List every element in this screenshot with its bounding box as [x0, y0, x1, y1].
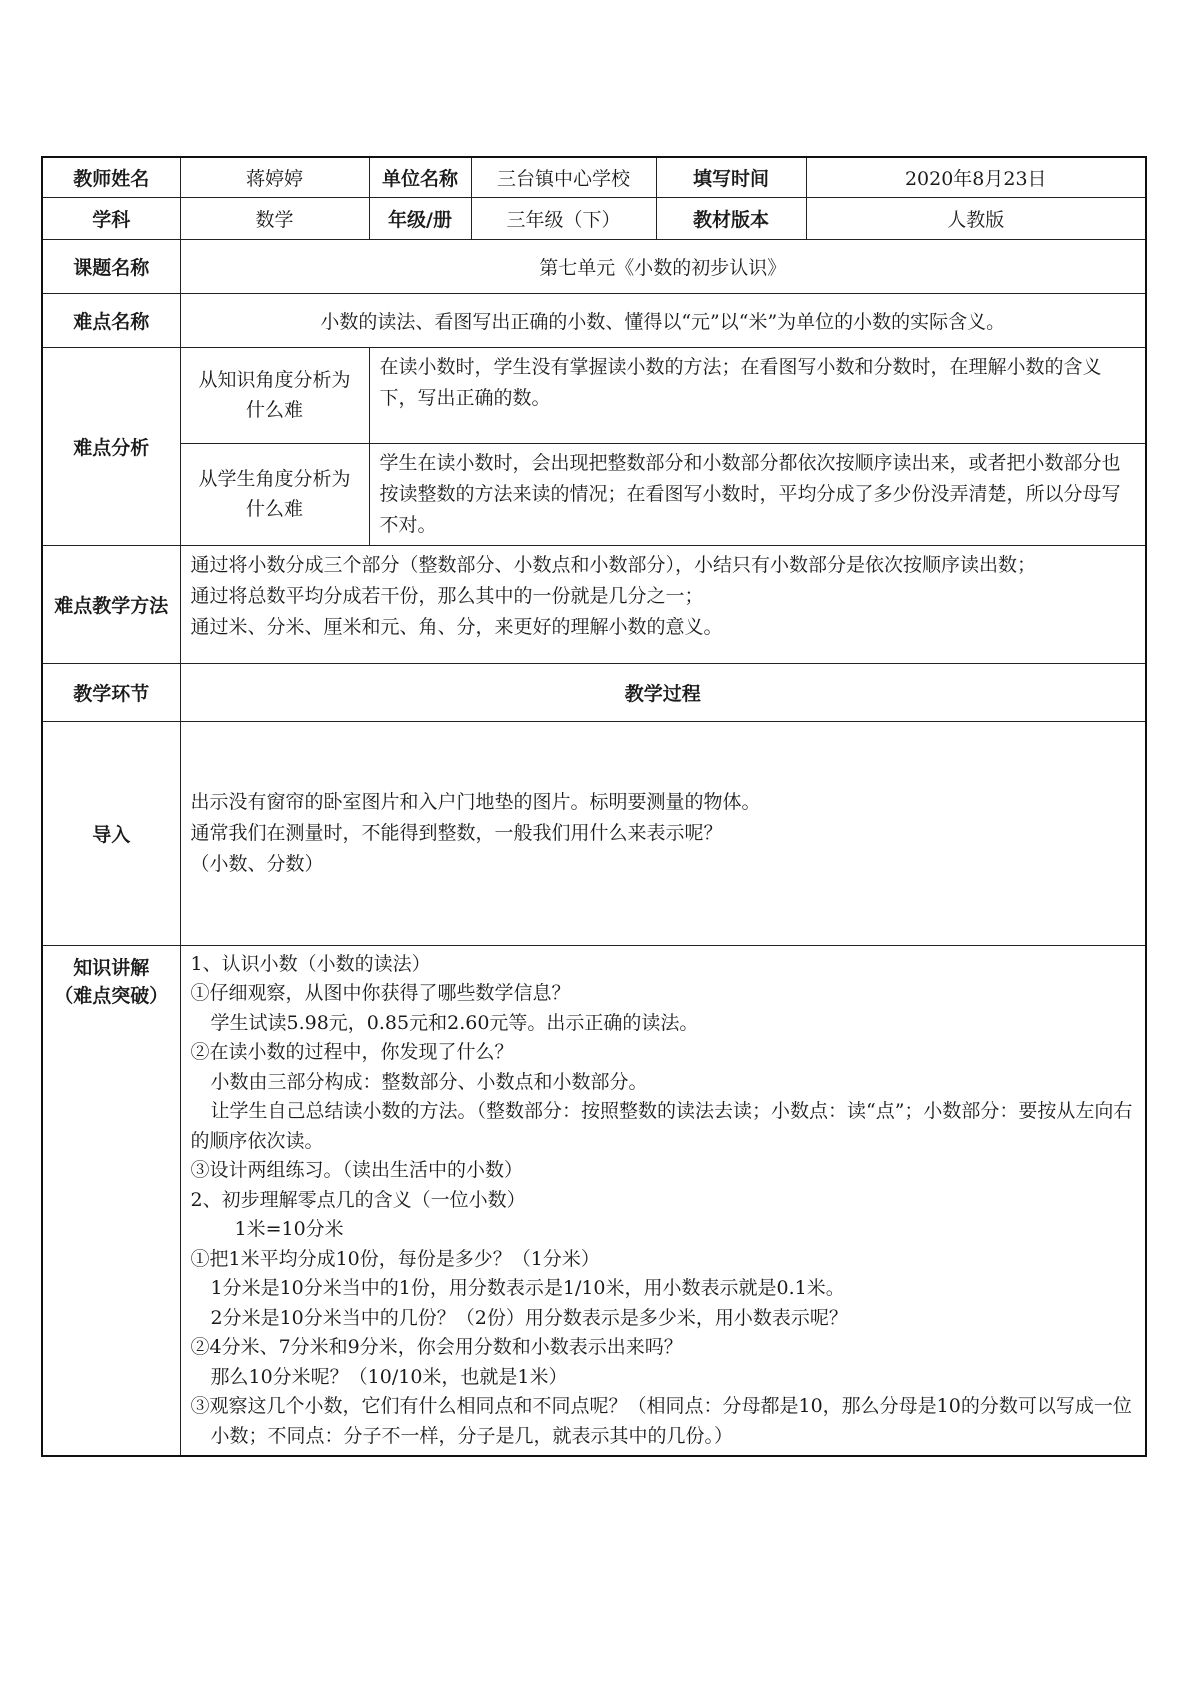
lesson-plan-table	[41, 156, 1147, 1457]
knowledge-line: ②在读小数的过程中，你发现了什么？	[190, 1041, 514, 1063]
knowledge-line: ①仔细观察，从图中你获得了哪些数学信息？	[190, 982, 571, 1004]
student-angle-label	[180, 443, 369, 545]
difficulty-label: 难点名称	[42, 293, 180, 347]
grade-value: 三年级（下）	[471, 197, 656, 239]
subject-label: 学科	[42, 197, 180, 239]
difficulty-value: 小数的读法、看图写出正确的小数、懂得以“元”以“米”为单位的小数的实际含义。	[180, 293, 1146, 347]
method-text	[180, 545, 1146, 663]
intro-row	[42, 721, 1146, 945]
knowledge-line: 1、认识小数（小数的读法）	[190, 952, 431, 975]
edition-label: 教材版本	[656, 197, 806, 239]
topic-row	[42, 239, 1146, 293]
analysis-row-student	[42, 443, 1146, 545]
knowledge-text	[180, 945, 1146, 1456]
unit-value: 三台镇中心学校	[471, 157, 656, 197]
knowledge-angle-label-text: 从知识角度分析为什么难	[198, 369, 351, 421]
knowledge-line: ③观察这几个小数，它们有什么相同点和不同点呢？（相同点：分母都是10，那么分母是10的分数可以写成一位小数；不同点：分子不一样，分子是几，就表示其中的几份。）	[190, 1395, 1132, 1447]
intro-label: 导入	[42, 721, 180, 945]
difficulty-row	[42, 293, 1146, 347]
process-title: 教学过程	[180, 663, 1146, 721]
knowledge-line: 1米=10分米	[234, 1218, 344, 1240]
knowledge-label-line1: 知识讲解	[73, 956, 150, 979]
knowledge-line: ②4分米、7分米和9分米，你会用分数和小数表示出来吗？	[190, 1336, 683, 1358]
knowledge-line: ①把1米平均分成10份，每份是多少？（1分米）	[190, 1247, 600, 1270]
analysis-row-knowledge	[42, 347, 1146, 443]
method-line: 通过将小数分成三个部分（整数部分、小数点和小数部分），小结只有小数部分是依次按顺序读出数；	[190, 553, 1037, 576]
knowledge-row	[42, 945, 1146, 1456]
intro-line: 出示没有窗帘的卧室图片和入户门地垫的图片。标明要测量的物体。	[190, 790, 761, 813]
topic-label: 课题名称	[42, 239, 180, 293]
edition-value: 人教版	[806, 197, 1146, 239]
student-angle-text: 学生在读小数时，会出现把整数部分和小数部分都依次按顺序读出来，或者把小数部分也按读整数的方法来读的情况；在看图写小数时，平均分成了多少份没弄清楚，所以分母写不对。	[369, 443, 1146, 545]
knowledge-label-line2: （难点突破）	[54, 984, 169, 1007]
analysis-label: 难点分析	[42, 347, 180, 545]
method-row	[42, 545, 1146, 663]
method-line: 通过米、分米、厘米和元、角、分，来更好的理解小数的意义。	[190, 615, 723, 638]
knowledge-line: ③设计两组练习。（读出生活中的小数）	[190, 1159, 524, 1181]
intro-line: （小数、分数）	[190, 852, 324, 875]
date-value: 2020年8月23日	[806, 157, 1146, 197]
process-header-row	[42, 663, 1146, 721]
knowledge-angle-text: 在读小数时，学生没有掌握读小数的方法；在看图写小数和分数时，在理解小数的含义下，写出正确的数。	[369, 347, 1146, 443]
unit-label: 单位名称	[369, 157, 471, 197]
knowledge-line: 1分米是10分米当中的1份，用分数表示是1/10米，用小数表示就是0.1米。	[210, 1277, 845, 1299]
grade-label: 年级/册	[369, 197, 471, 239]
teacher-value: 蒋婷婷	[180, 157, 369, 197]
process-stage-label: 教学环节	[42, 663, 180, 721]
intro-text	[180, 721, 1146, 945]
teacher-label: 教师姓名	[42, 157, 180, 197]
knowledge-label	[42, 945, 180, 1456]
knowledge-line: 2分米是10分米当中的几份？（2份）用分数表示是多少米，用小数表示呢？	[210, 1306, 848, 1329]
knowledge-line: 2、初步理解零点几的含义（一位小数）	[190, 1188, 526, 1211]
knowledge-line: 小数由三部分构成：整数部分、小数点和小数部分。	[210, 1070, 648, 1093]
method-line: 通过将总数平均分成若干份，那么其中的一份就是几分之一；	[190, 584, 704, 607]
date-label: 填写时间	[656, 157, 806, 197]
method-label: 难点教学方法	[42, 545, 180, 663]
intro-line: 通常我们在测量时，不能得到整数，一般我们用什么来表示呢？	[190, 821, 723, 844]
knowledge-line: 那么10分米呢？（10/10米，也就是1米）	[210, 1365, 568, 1388]
header-row-1	[42, 157, 1146, 197]
topic-value: 第七单元《小数的初步认识》	[180, 239, 1146, 293]
student-angle-label-text: 从学生角度分析为什么难	[198, 468, 351, 520]
knowledge-line: 让学生自己总结读小数的方法。（整数部分：按照整数的读法去读；小数点：读“点”；小数部分：要按从左向右的顺序依次读。	[190, 1100, 1133, 1152]
subject-value: 数学	[180, 197, 369, 239]
knowledge-line: 学生试读5.98元，0.85元和2.60元等。出示正确的读法。	[210, 1011, 699, 1034]
knowledge-angle-label	[180, 347, 369, 443]
header-row-2	[42, 197, 1146, 239]
